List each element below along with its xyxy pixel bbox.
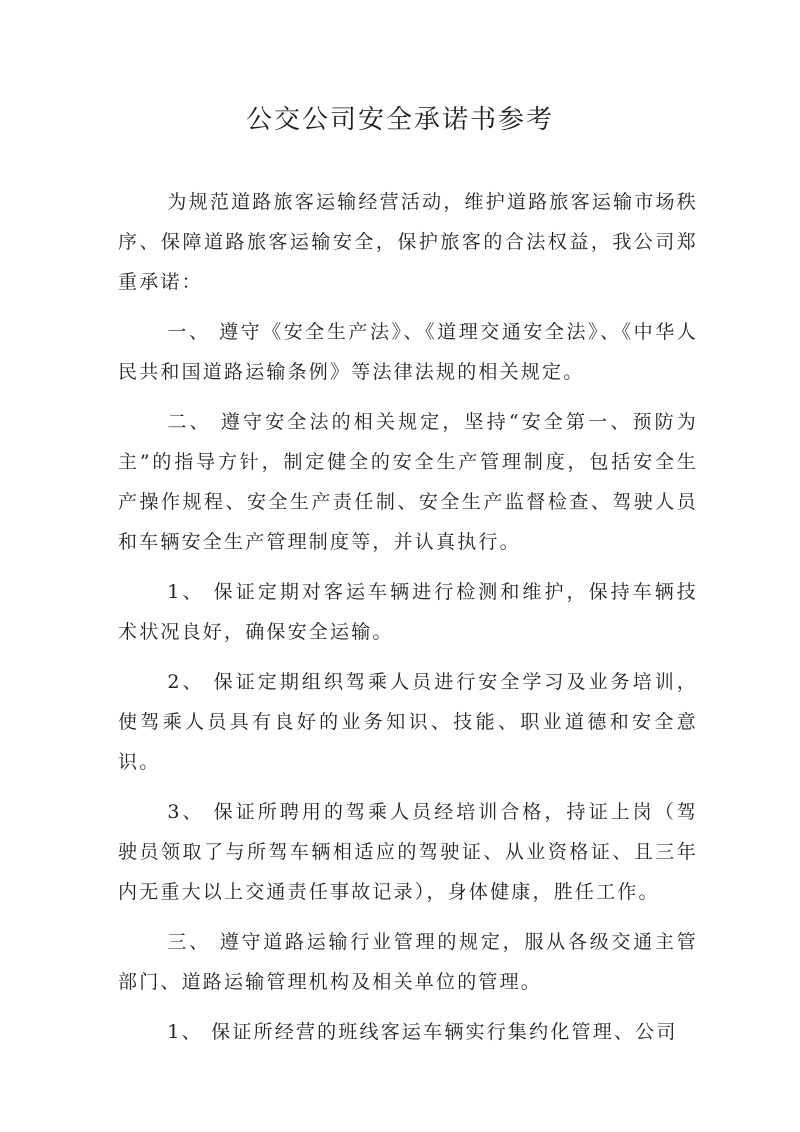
paragraph-subitem-3-1: 1、 保证所经营的班线客运车辆实行集约化管理、公司 xyxy=(167,1021,678,1043)
paragraph-item-2: 二、 遵守安全法的相关规定，坚持“安全第一、预防为主”的指导方针，制定健全的安全生产管理制度，包括安全生产操作规程、安全生产责任制、安全生产监督检查、驾驶人员和车辆安全生产管理制度等，并认真执行。 xyxy=(118,411,698,553)
document-body xyxy=(118,182,698,1052)
paragraph-intro: 为规范道路旅客运输经营活动，维护道路旅客运输市场秩序、保障道路旅客运输安全，保护旅客的合法权益，我公司郑重承诺： xyxy=(118,191,698,293)
paragraph-subitem-2-3: 3、 保证所聘用的驾乘人员经培训合格，持证上岗（驾驶员领取了与所驾车辆相适应的驾驶证、从业资格证、且三年内无重大以上交通责任事故记录），身体健康，胜任工作。 xyxy=(118,801,698,903)
paragraph-subitem-2-2: 2、 保证定期组织驾乘人员进行安全学习及业务培训，使驾乘人员具有良好的业务知识、技能、职业道德和安全意识。 xyxy=(118,671,698,773)
paragraph-item-3: 三、 遵守道路运输行业管理的规定，服从各级交通主管部门、道路运输管理机构及相关单位的管理。 xyxy=(118,931,698,993)
paragraph-subitem-2-1: 1、 保证定期对客运车辆进行检测和维护，保持车辆技术状况良好，确保安全运输。 xyxy=(118,581,698,643)
page-title: 公交公司安全承诺书参考 xyxy=(245,105,554,135)
paragraph-item-1: 一、 遵守《安全生产法》、《道理交通安全法》、《中华人民共和国道路运输条例》等法律法规的相关规定。 xyxy=(118,321,698,383)
